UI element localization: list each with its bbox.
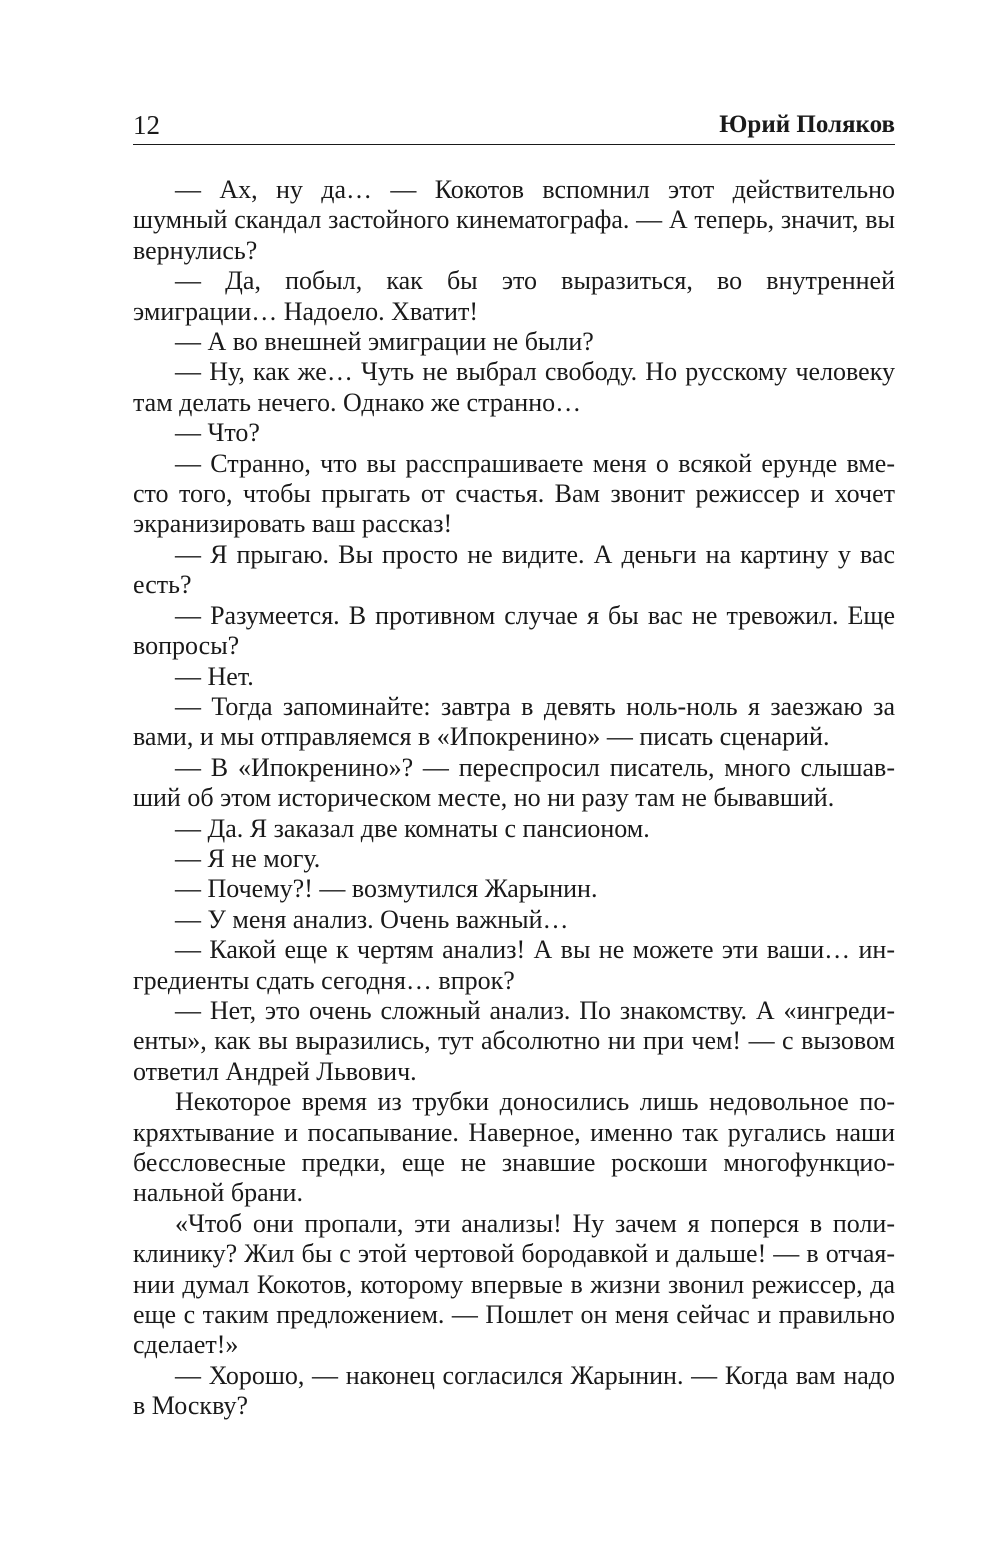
paragraph: — Да. Я заказал две комнаты с пансионом. <box>175 813 650 843</box>
paragraph: — Тогда запоминайте: завтра в девять ноль-ноль я заезжаю за вами, и мы отправляемся в «Ипокренино» — писать сценарий. <box>133 691 895 752</box>
paragraph: Некоторое время из трубки доносились лишь недовольное покряхтывание и посапывание. Наверное, именно так ругались наши бессловесные предки, еще не знавшие роскоши многофункциональной брани. <box>133 1087 895 1208</box>
paragraph: — А во внешней эмиграции не были? <box>175 327 594 357</box>
page-header <box>133 108 895 145</box>
paragraph: — Ну, как же… Чуть не выбрал свободу. Но русскому человеку там делать нечего. Однако же странно… <box>133 357 895 417</box>
paragraph: — Ах, ну да… — Кокотов вспомнил этот действительно шумный скандал застойного кинематографа. — А теперь, значит, вы вернулись? <box>133 175 895 265</box>
paragraph: — Что? <box>175 418 260 448</box>
paragraph: «Чтоб они пропали, эти анализы! Ну зачем я поперся в поликлинику? Жил бы с этой чертовой бородавкой и дальше! — в отчаянии думал Кокотов, которому впервые в жизни звонил режиссер, да еще с таким предложением. — Пошлет он меня сейчас и правильно сделает!» <box>133 1208 895 1360</box>
paragraph: — Да, побыл, как бы это выразиться, во внутренней эмиграции… Надоело. Хватит! <box>133 266 895 326</box>
paragraph: — Я не могу. <box>175 843 321 873</box>
body-text <box>133 175 895 1422</box>
book-page <box>133 108 895 1422</box>
paragraph: — В «Ипокренино»? — переспросил писатель, много слышавший об этом историческом месте, но ни разу там не бывавший. <box>133 752 895 813</box>
paragraph: — Хорошо, — наконец согласился Жарынин. — Когда вам надо в Москву? <box>133 1360 895 1421</box>
paragraph: — Нет. <box>175 661 254 691</box>
paragraph: — Нет, это очень сложный анализ. По знакомству. А «ингредиенты», как вы выразились, тут абсолютно ни при чем! — с вызовом ответил Андрей Львович. <box>133 995 895 1086</box>
page-number: 12 <box>133 110 160 140</box>
paragraph: — У меня анализ. Очень важный… <box>175 904 569 934</box>
paragraph: — Странно, что вы расспрашиваете меня о всякой ерунде вместо того, чтобы прыгать от счастья. Вам звонит режиссер и хочет экранизировать ваш рассказ! <box>133 448 895 539</box>
paragraph: — Почему?! — возмутился Жарынин. <box>175 874 598 904</box>
running-head-author: Юрий Поляков <box>719 111 895 138</box>
paragraph: — Разумеется. В противном случае я бы вас не тревожил. Еще вопросы? <box>133 600 895 661</box>
paragraph: — Какой еще к чертям анализ! А вы не можете эти ваши… ингредиенты сдать сегодня… впрок? <box>133 935 895 995</box>
paragraph: — Я прыгаю. Вы просто не видите. А деньги на картину у вас есть? <box>133 539 895 600</box>
